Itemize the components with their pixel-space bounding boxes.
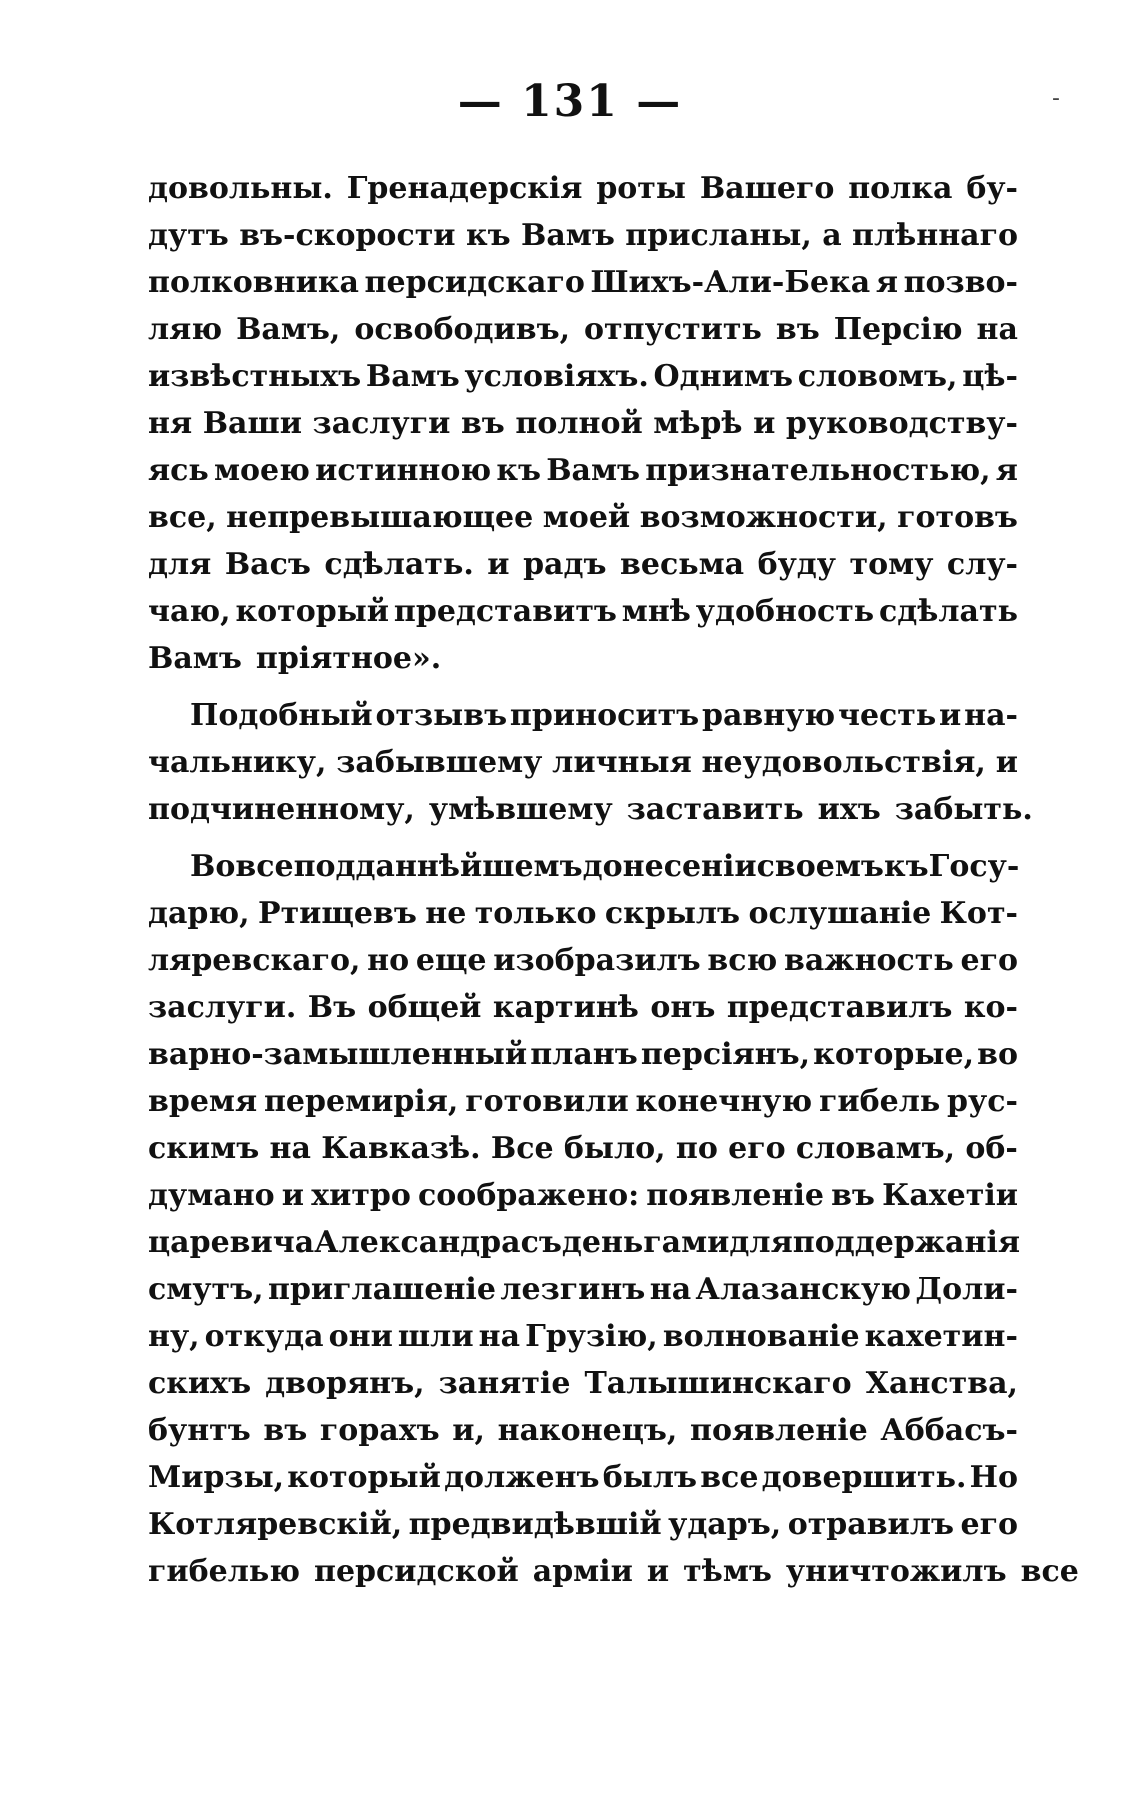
text-line: гибелью персидской арміи и тѣмъ уничтожилъ все	[148, 1554, 1079, 1589]
text-line: довольны. Гренадерскія роты Вашего полка бу-	[148, 171, 1018, 206]
text-line: Во всеподданнѣйшемъ донесеніи своемъ къ Госу-	[190, 849, 1020, 884]
text-line: дутъ въ-скорости къ Вамъ присланы, а плѣннаго	[148, 218, 1018, 253]
text-line: заслуги. Въ общей картинѣ онъ представилъ ко-	[148, 990, 1018, 1025]
text-line: царевича Александра съ деньгами для поддержанія	[148, 1225, 1021, 1260]
text-line: чаю, который представитъ мнѣ удобность сдѣлать	[148, 594, 1018, 629]
text-line: дарю, Ртищевъ не только скрылъ ослушаніе Кот-	[148, 896, 1018, 931]
text-line: Котляревскій, предвидѣвшій ударъ, отравилъ его	[148, 1507, 1018, 1542]
page-number: — 131 —	[457, 76, 683, 127]
text-line: скихъ дворянъ, занятіе Талышинскаго Ханства,	[148, 1366, 1018, 1401]
text-line: бунтъ въ горахъ и, наконецъ, появленіе Аббасъ-	[148, 1413, 1018, 1448]
text-line: ясь моею истинною къ Вамъ признательностью, я	[148, 453, 1018, 488]
text-line: извѣстныхъ Вамъ условіяхъ. Однимъ словомъ, цѣ-	[148, 359, 1018, 394]
text-line: чальнику, забывшему личныя неудовольствія, и	[148, 745, 1018, 780]
text-line: Вамъ пріятное».	[148, 641, 442, 676]
text-line: скимъ на Кавказѣ. Все было, по его словамъ, об-	[148, 1131, 1018, 1166]
text-line: ну, откуда они шли на Грузію, волнованіе кахетин-	[148, 1319, 1018, 1354]
text-line: ляю Вамъ, освободивъ, отпустить въ Персію на	[148, 312, 1018, 347]
text-line: ня Ваши заслуги въ полной мѣрѣ и руководству-	[148, 406, 1018, 441]
text-line: полковника персидскаго Шихъ-Али-Бека я позво-	[148, 265, 1018, 300]
text-line: думано и хитро соображено: появленіе въ Кахетіи	[148, 1178, 1018, 1213]
text-line: варно-замышленный планъ персіянъ, которые, во	[148, 1037, 1018, 1072]
page-body-text	[148, 165, 1079, 1595]
text-line: ляревскаго, но еще изобразилъ всю важность его	[148, 943, 1018, 978]
text-line: для Васъ сдѣлать. и радъ весьма буду тому слу-	[148, 547, 1018, 582]
text-line: все, непревышающее моей возможности, готовъ	[148, 500, 1018, 535]
text-line: Мирзы, который долженъ былъ все довершить. Но	[148, 1460, 1018, 1495]
text-line: смутъ, приглашеніе лезгинъ на Алазанскую Доли-	[148, 1272, 1018, 1307]
text-line: подчиненному, умѣвшему заставить ихъ забыть.	[148, 792, 1033, 827]
text-line: Подобный отзывъ приноситъ равную честь и на-	[190, 698, 1018, 733]
stray-mark: -	[1052, 86, 1060, 111]
text-line: время перемирія, готовили конечную гибель рус-	[148, 1084, 1018, 1119]
